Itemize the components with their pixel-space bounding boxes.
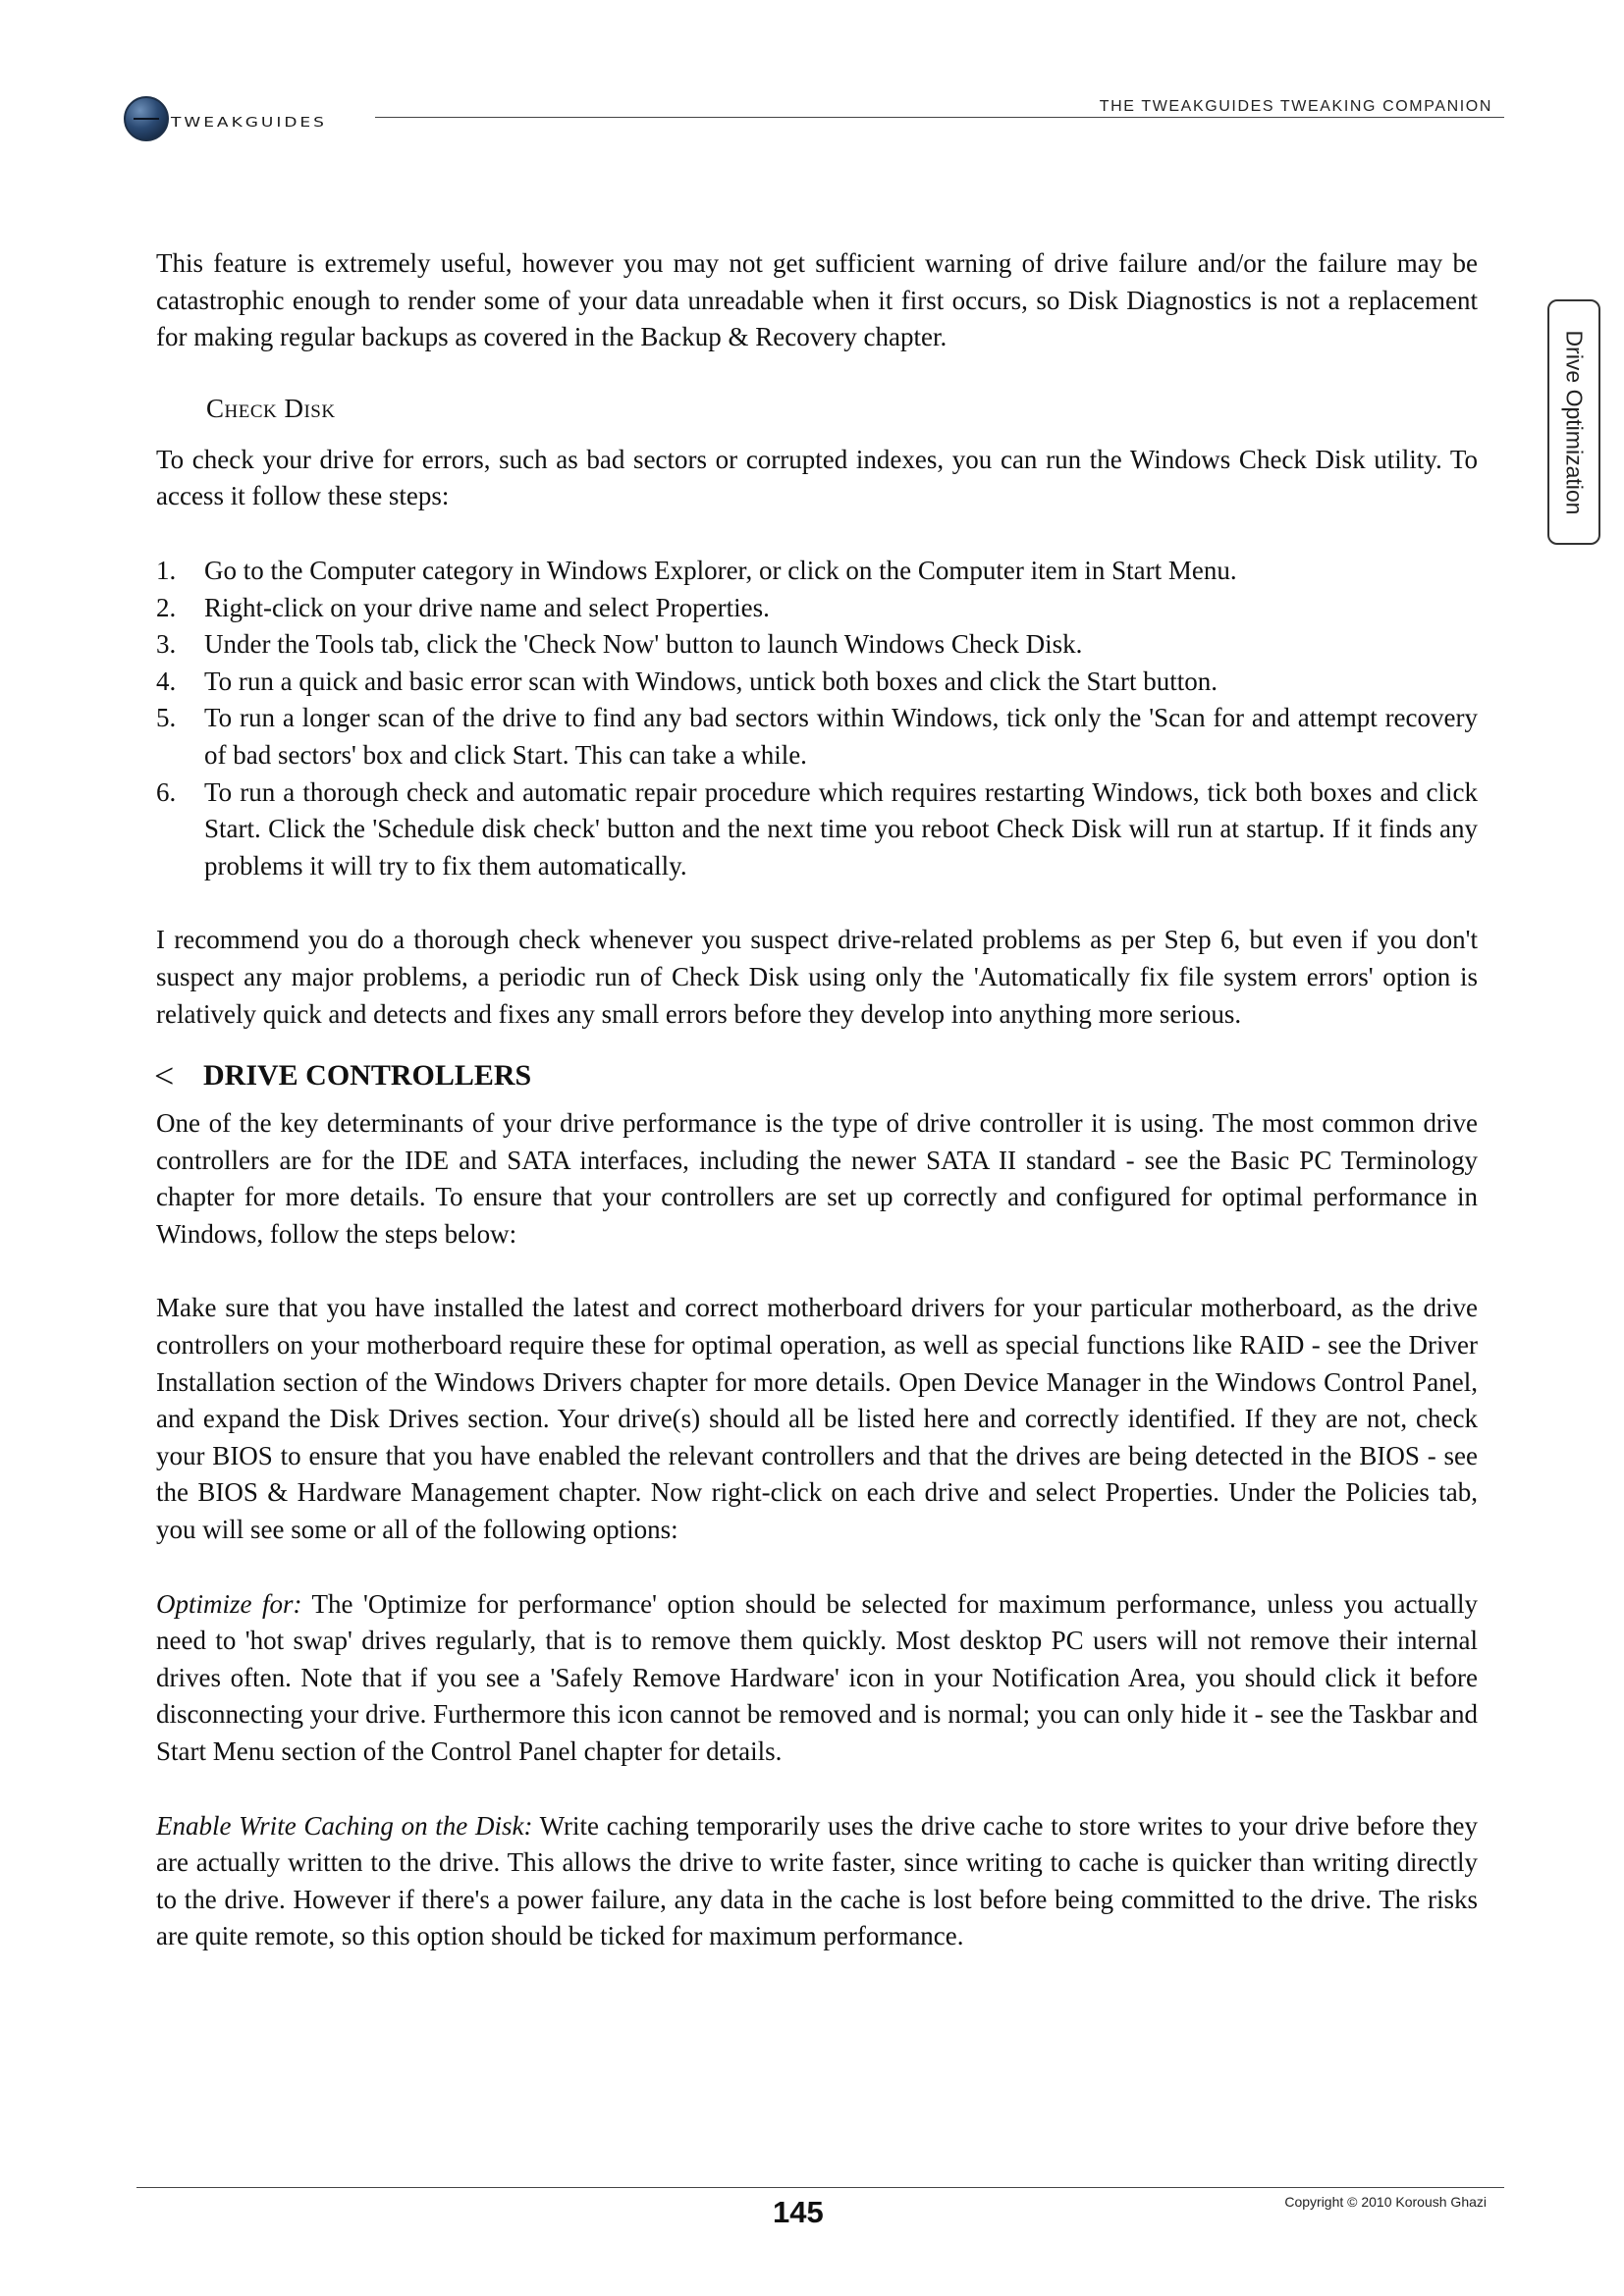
globe-logo-icon: [124, 96, 169, 141]
step-number: 5.: [156, 703, 177, 733]
optimize-for-term: Optimize for:: [156, 1588, 302, 1619]
check-disk-heading: Check Disk: [206, 393, 336, 423]
write-caching-text: Write caching temporarily uses the drive cache to store writes to your drive before they are actually written to the drive. This allows the drive to write faster, since writing to cache is quicker than writing directly to the drive. However if there's a power failure, any data in the cache is lost before being committed to the drive. The risks are quite remote, so this option should be ticked for maximum performance.: [156, 1810, 1478, 1951]
list-item: [156, 774, 1478, 885]
step-number: 3.: [156, 629, 177, 660]
step-text: To run a thorough check and automatic repair procedure which requires restarting Windows, tick both boxes and click Start. Click the 'Schedule disk check' button and the next time you reboot Check Disk will run at startup. If it finds any problems it will try to fix them automatically.: [204, 776, 1478, 881]
chapter-side-tab-label: Drive Optimization: [1561, 330, 1588, 514]
step-number: 2.: [156, 592, 177, 622]
check-disk-closing: I recommend you do a thorough check whenever you suspect drive-related problems as per Step 6, but even if you don't suspect any major problems, a periodic run of Check Disk using only the 'Automatically fix file system errors' option is relatively quick and detects and fixes any small errors before they develop into anything more serious.: [156, 925, 1478, 1029]
header-title: THE TWEAKGUIDES TWEAKING COMPANION: [1099, 98, 1492, 115]
check-disk-lead: To check your drive for errors, such as bad sectors or corrupted indexes, you can run the Windows Check Disk utility. To access it follow these steps:: [156, 444, 1478, 511]
step-text: To run a longer scan of the drive to find any bad sectors within Windows, tick only the 'Scan for and attempt recovery of bad sectors' box and click Start. This can take a while.: [204, 703, 1478, 770]
header-rule: [375, 117, 1504, 118]
check-disk-steps: [156, 553, 1478, 884]
logo-text: TWEAKGUIDES: [171, 115, 327, 131]
drive-controllers-paragraph-2: Make sure that you have installed the latest and correct motherboard drivers for your particular motherboard, as the drive controllers on your motherboard require these for optimal operation, as well as special functions like RAID - see the Driver Installation section of the Windows Drivers chapter for more details. Open Device Manager in the Windows Control Panel, and expand the Disk Drives section. Your drive(s) should all be listed here and correctly identified. If they are not, check your BIOS to ensure that you have enabled the relevant controllers and that the drives are being detected in the BIOS - see the BIOS & Hardware Management chapter. Now right-click on each drive and select Properties. Under the Policies tab, you will see some or all of the following options:: [156, 1293, 1478, 1545]
page-number: 145: [773, 2195, 824, 2229]
list-item: [156, 626, 1478, 664]
copyright-notice: Copyright © 2010 Koroush Ghazi: [1284, 2194, 1487, 2210]
optimize-for-text: The 'Optimize for performance' option should be selected for maximum performance, unless you actually need to 'hot swap' drives regularly, that is to remove them quickly. Most desktop PC users will not remove their internal drives often. Note that if you see a 'Safely Remove Hardware' icon in your Notification Area, you should click it before disconnecting your drive. Furthermore this icon cannot be removed and is normal; you can only hide it - see the Taskbar and Start Menu section of the Control Panel chapter for details.: [156, 1588, 1478, 1766]
list-item: [156, 553, 1478, 590]
list-item: [156, 664, 1478, 701]
list-item: [156, 590, 1478, 627]
drive-controllers-paragraph-1: One of the key determinants of your drive performance is the type of drive controller it is using. The most common drive controllers are for the IDE and SATA interfaces, including the newer SATA II standard - see the Basic PC Terminology chapter for more details. To ensure that your controllers are set up correctly and configured for optimal performance in Windows, follow the steps below:: [156, 1108, 1478, 1249]
tweakguides-logo: [124, 94, 327, 143]
write-caching-term: Enable Write Caching on the Disk:: [156, 1810, 533, 1841]
chapter-side-tab: [1547, 299, 1600, 545]
write-caching-paragraph: [156, 1808, 1478, 1955]
section-arrow-icon: <: [154, 1056, 175, 1096]
step-text: Right-click on your drive name and select Properties.: [204, 592, 770, 622]
step-number: 4.: [156, 666, 177, 696]
step-text: Go to the Computer category in Windows Explorer, or click on the Computer item in Start Menu.: [204, 555, 1237, 585]
step-number: 1.: [156, 555, 177, 585]
drive-controllers-title: DRIVE CONTROLLERS: [203, 1059, 532, 1093]
drive-controllers-heading: [156, 1056, 1478, 1095]
optimize-for-paragraph: [156, 1586, 1478, 1771]
footer-rule: [136, 2187, 1504, 2188]
step-text: Under the Tools tab, click the 'Check Now' button to launch Windows Check Disk.: [204, 629, 1083, 660]
step-text: To run a quick and basic error scan with Windows, untick both boxes and click the Start button.: [204, 666, 1218, 696]
page-body: [156, 245, 1478, 1955]
step-number: 6.: [156, 776, 177, 807]
list-item: [156, 700, 1478, 774]
intro-paragraph: This feature is extremely useful, however you may not get sufficient warning of drive failure and/or the failure may be catastrophic enough to render some of your data unreadable when it first occurs, so Disk Diagnostics is not a replacement for making regular backups as covered in the Backup & Recovery chapter.: [156, 248, 1478, 352]
